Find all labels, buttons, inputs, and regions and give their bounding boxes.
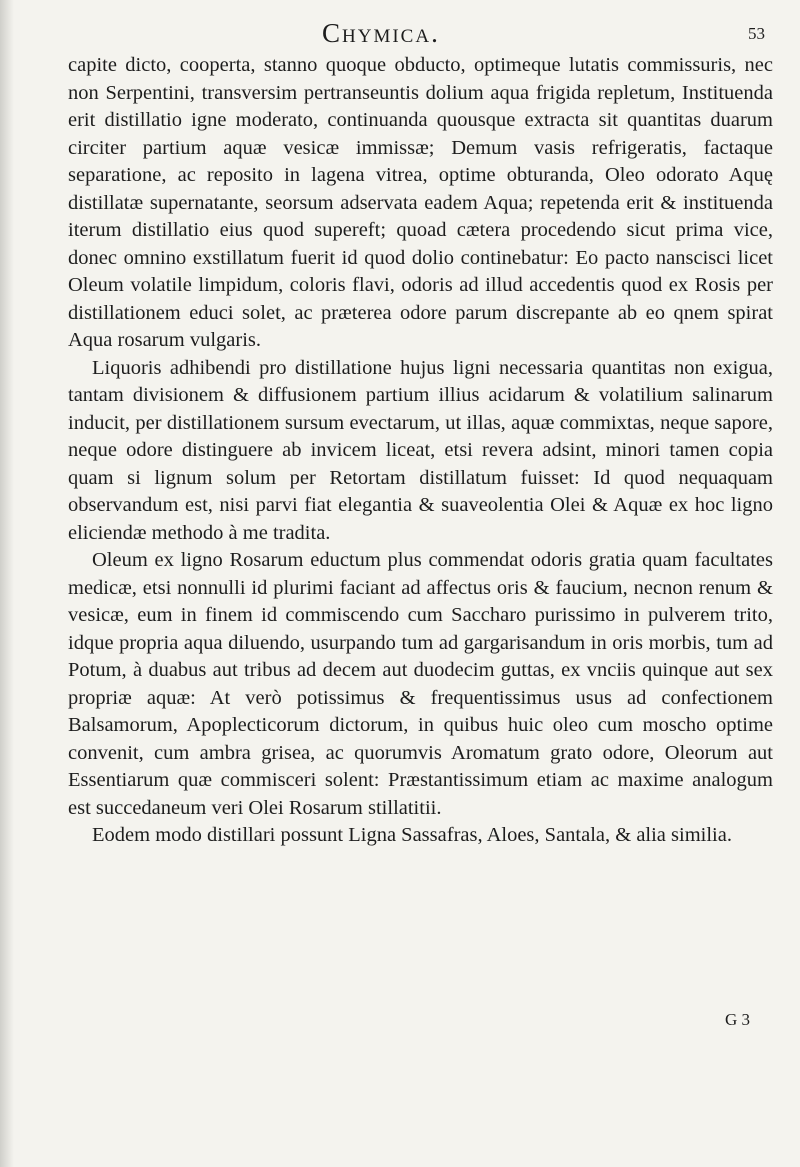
paragraph-continuation: capite dicto, cooperta, stanno quoque obducto, optimeque lutatis commissuris, nec non Serpentini, transversim pertranseuntis dolium aqua frigida repletum, Instituenda erit distillatio igne moderato, continuanda quousque extracta sit quantitas duarum circiter partium aquæ vesicæ immissæ; Demum vasis refrigeratis, factaque separatione, ac reposito in lagena vitrea, optime obturanda, Oleo odorato Aquę distillatæ supernatante, seorsum adservata eadem Aqua; repetenda erit & instituenda iterum distillatio eius quod supereft; quoad cætera procedendo sicut prima vice, donec omnino exstillatum fuerit id quod dolio continebatur: Eo pacto nanscisci licet Oleum volatile limpidum, coloris flavi, odoris ad illud accedentis quod ex Rosis per distillationem educi solet, ac prætereа odore parum discrepante ab eo qnem spirat Aqua rosarum vulgaris. (68, 54, 773, 351)
paragraph-liquoris: Liquoris adhibendi pro distillatione hujus ligni necessaria quantitas non exigua, tantam divisionem & diffusionem partium illius acidarum & volatilium salinarum inducit, per distillationem sursum evectarum, ut illas, aquæ commixtas, neque sapore, neque odore distinguere ab invicem liceat, etsi revera adsint, minori tamen copia quam si lignum solum per Retortam distillatum fuisset: Id quod nequaquam observandum est, nisi parvi fiat elegantia & suaveolentia Olei & Aquæ ex hoc ligno eliciendæ methodo à me tradita. (68, 356, 773, 544)
page-number: 53 (748, 24, 765, 43)
main-text (68, 52, 773, 850)
running-title: Chymica. (322, 18, 440, 48)
paragraph-eodem: Eodem modo distillari possunt Ligna Sassafras, Aloes, Santala, & alia similia. (92, 824, 732, 846)
signature-mark: G 3 (725, 1010, 751, 1029)
page-header (0, 14, 800, 54)
page-gutter-shadow (0, 0, 14, 1167)
paragraph-oleum: Oleum ex ligno Rosarum eductum plus commendat odoris gratia quam facultates medicæ, etsi nonnulli id plurimi faciant ad affectus oris & faucium, necnon renum & vesicæ, eum in finem id commiscendo cum Saccharo purissimo in pulverem trito, idque propria aqua diluendo, usurpando tum ad gargarisandum in oris morbis, tum ad Potum, à duabus aut tribus ad decem aut duodecim guttas, ex vnciis quinque aut sex propriæ aquæ: At verò potissimus & frequentissimus usus ad confectionem Balsamorum, Apoplecticorum dictorum, in quibus huic oleo cum moscho optime convenit, cum ambra grisea, ac quorumvis Aromatum grato odore, Oleorum aut Essentiarum quæ commisceri solent: Præstantissimum etiam ac maxime analogum est succedaneum veri Olei Rosarum stillatitii. (68, 549, 773, 819)
